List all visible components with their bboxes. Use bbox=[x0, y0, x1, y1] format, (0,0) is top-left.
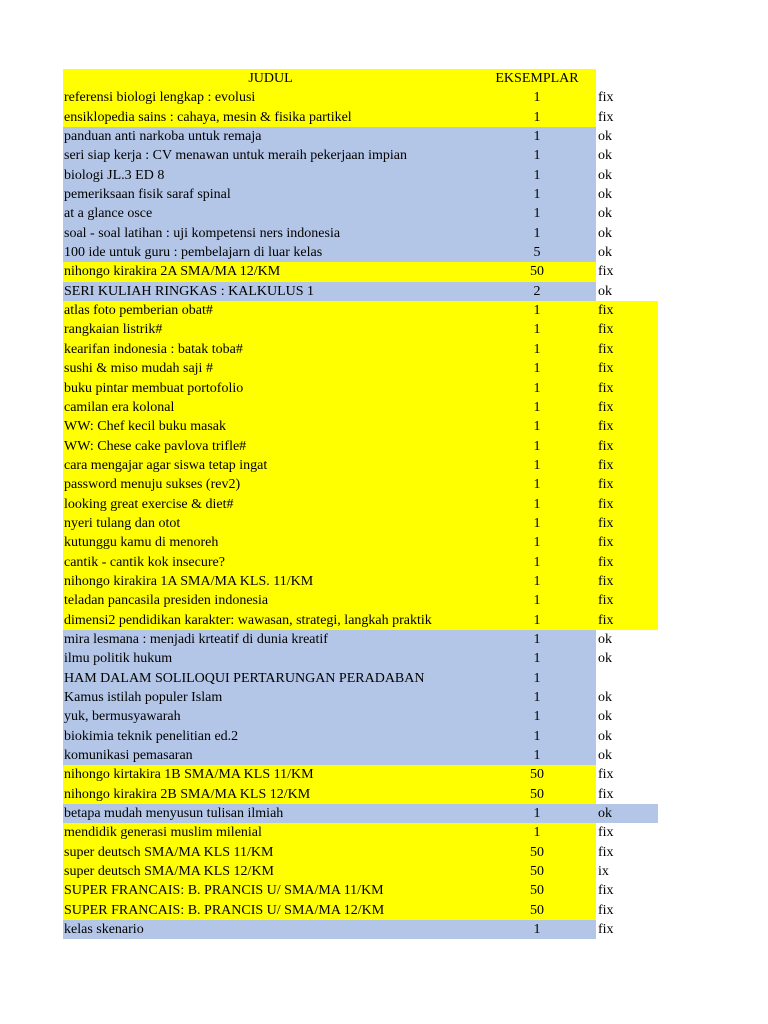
cell-status: ok bbox=[596, 688, 658, 707]
table-row bbox=[63, 456, 658, 475]
cell-status: fix bbox=[596, 572, 658, 591]
cell-judul: WW: Chese cake pavlova trifle# bbox=[63, 437, 478, 456]
cell-judul: sushi & miso mudah saji # bbox=[63, 359, 478, 378]
cell-eksemplar: 1 bbox=[478, 920, 596, 939]
table-row bbox=[63, 881, 658, 900]
cell-status: fix bbox=[596, 495, 658, 514]
cell-eksemplar: 1 bbox=[478, 127, 596, 146]
cell-judul: nyeri tulang dan otot bbox=[63, 514, 478, 533]
cell-status: fix bbox=[596, 359, 658, 378]
cell-status: fix bbox=[596, 843, 658, 862]
header-judul: JUDUL bbox=[63, 69, 478, 88]
table-row bbox=[63, 553, 658, 572]
header-row bbox=[63, 69, 658, 88]
table-row bbox=[63, 398, 658, 417]
table-row bbox=[63, 243, 658, 262]
cell-status: ok bbox=[596, 727, 658, 746]
cell-status: fix bbox=[596, 765, 658, 784]
cell-judul: password menuju sukses (rev2) bbox=[63, 475, 478, 494]
cell-eksemplar: 5 bbox=[478, 243, 596, 262]
table-row bbox=[63, 262, 658, 281]
cell-eksemplar: 50 bbox=[478, 901, 596, 920]
cell-eksemplar: 1 bbox=[478, 475, 596, 494]
cell-judul: kutunggu kamu di menoreh bbox=[63, 533, 478, 552]
cell-status: fix bbox=[596, 437, 658, 456]
cell-eksemplar: 1 bbox=[478, 437, 596, 456]
cell-eksemplar: 1 bbox=[478, 340, 596, 359]
cell-judul: kelas skenario bbox=[63, 920, 478, 939]
table-row bbox=[63, 146, 658, 165]
cell-judul: biokimia teknik penelitian ed.2 bbox=[63, 727, 478, 746]
cell-status: fix bbox=[596, 88, 658, 107]
cell-judul: ensiklopedia sains : cahaya, mesin & fisika partikel bbox=[63, 108, 478, 127]
table-row bbox=[63, 495, 658, 514]
cell-judul: komunikasi pemasaran bbox=[63, 746, 478, 765]
cell-eksemplar: 1 bbox=[478, 166, 596, 185]
table-row bbox=[63, 359, 658, 378]
cell-status: ok bbox=[596, 707, 658, 726]
cell-judul: at a glance osce bbox=[63, 204, 478, 223]
table-row bbox=[63, 823, 658, 842]
cell-status: ok bbox=[596, 204, 658, 223]
cell-eksemplar: 1 bbox=[478, 533, 596, 552]
table-row bbox=[63, 611, 658, 630]
cell-eksemplar: 1 bbox=[478, 495, 596, 514]
cell-judul: cantik - cantik kok insecure? bbox=[63, 553, 478, 572]
cell-eksemplar: 1 bbox=[478, 320, 596, 339]
cell-eksemplar: 1 bbox=[478, 224, 596, 243]
table-row bbox=[63, 785, 658, 804]
cell-judul: teladan pancasila presiden indonesia bbox=[63, 591, 478, 610]
cell-status: ok bbox=[596, 146, 658, 165]
table-row bbox=[63, 669, 658, 688]
cell-judul: soal - soal latihan : uji kompetensi ners indonesia bbox=[63, 224, 478, 243]
cell-status: ok bbox=[596, 127, 658, 146]
cell-judul: looking great exercise & diet# bbox=[63, 495, 478, 514]
cell-judul: mendidik generasi muslim milenial bbox=[63, 823, 478, 842]
cell-eksemplar: 1 bbox=[478, 823, 596, 842]
table-row bbox=[63, 862, 658, 881]
cell-judul: SUPER FRANCAIS: B. PRANCIS U/ SMA/MA 11/KM bbox=[63, 881, 478, 900]
table-row bbox=[63, 804, 658, 823]
cell-judul: cara mengajar agar siswa tetap ingat bbox=[63, 456, 478, 475]
table-row bbox=[63, 127, 658, 146]
cell-status: fix bbox=[596, 823, 658, 842]
table-body bbox=[63, 88, 658, 939]
table-row bbox=[63, 572, 658, 591]
cell-status: fix bbox=[596, 340, 658, 359]
cell-status: fix bbox=[596, 320, 658, 339]
cell-status: fix bbox=[596, 533, 658, 552]
table-row bbox=[63, 108, 658, 127]
cell-judul: seri siap kerja : CV menawan untuk meraih pekerjaan impian bbox=[63, 146, 478, 165]
cell-eksemplar: 1 bbox=[478, 185, 596, 204]
cell-eksemplar: 1 bbox=[478, 417, 596, 436]
cell-eksemplar: 1 bbox=[478, 359, 596, 378]
cell-judul: 100 ide untuk guru : pembelajarn di luar kelas bbox=[63, 243, 478, 262]
cell-eksemplar: 1 bbox=[478, 88, 596, 107]
cell-judul: nihongo kirakira 2A SMA/MA 12/KM bbox=[63, 262, 478, 281]
table-row bbox=[63, 166, 658, 185]
table-row bbox=[63, 437, 658, 456]
table-row bbox=[63, 649, 658, 668]
cell-status: fix bbox=[596, 475, 658, 494]
cell-eksemplar: 2 bbox=[478, 282, 596, 301]
cell-status: fix bbox=[596, 379, 658, 398]
cell-status: ok bbox=[596, 243, 658, 262]
cell-eksemplar: 1 bbox=[478, 379, 596, 398]
table-row bbox=[63, 224, 658, 243]
cell-judul: Kamus istilah populer Islam bbox=[63, 688, 478, 707]
cell-eksemplar: 1 bbox=[478, 804, 596, 823]
table-row bbox=[63, 727, 658, 746]
table-row bbox=[63, 340, 658, 359]
cell-status: fix bbox=[596, 920, 658, 939]
cell-judul: mira lesmana : menjadi krteatif di dunia kreatif bbox=[63, 630, 478, 649]
book-list-table bbox=[63, 69, 658, 939]
cell-eksemplar: 50 bbox=[478, 785, 596, 804]
cell-judul: camilan era kolonal bbox=[63, 398, 478, 417]
table-row bbox=[63, 282, 658, 301]
cell-status: ok bbox=[596, 224, 658, 243]
cell-status: fix bbox=[596, 553, 658, 572]
cell-eksemplar: 1 bbox=[478, 146, 596, 165]
cell-judul: buku pintar membuat portofolio bbox=[63, 379, 478, 398]
cell-judul: nihongo kirtakira 1B SMA/MA KLS 11/KM bbox=[63, 765, 478, 784]
cell-eksemplar: 1 bbox=[478, 688, 596, 707]
table-row bbox=[63, 707, 658, 726]
cell-judul: yuk, bermusyawarah bbox=[63, 707, 478, 726]
cell-judul: HAM DALAM SOLILOQUI PERTARUNGAN PERADABAN bbox=[63, 669, 478, 688]
cell-eksemplar: 1 bbox=[478, 649, 596, 668]
cell-judul: nihongo kirakira 2B SMA/MA KLS 12/KM bbox=[63, 785, 478, 804]
cell-judul: super deutsch SMA/MA KLS 12/KM bbox=[63, 862, 478, 881]
cell-judul: WW: Chef kecil buku masak bbox=[63, 417, 478, 436]
table-row bbox=[63, 417, 658, 436]
table-row bbox=[63, 920, 658, 939]
cell-eksemplar: 1 bbox=[478, 669, 596, 688]
cell-judul: referensi biologi lengkap : evolusi bbox=[63, 88, 478, 107]
cell-eksemplar: 1 bbox=[478, 553, 596, 572]
cell-eksemplar: 1 bbox=[478, 611, 596, 630]
cell-status: ok bbox=[596, 185, 658, 204]
cell-judul: SUPER FRANCAIS: B. PRANCIS U/ SMA/MA 12/KM bbox=[63, 901, 478, 920]
cell-status: ok bbox=[596, 804, 658, 823]
table-row bbox=[63, 688, 658, 707]
table-row bbox=[63, 88, 658, 107]
cell-judul: rangkaian listrik# bbox=[63, 320, 478, 339]
cell-judul: nihongo kirakira 1A SMA/MA KLS. 11/KM bbox=[63, 572, 478, 591]
cell-status: fix bbox=[596, 301, 658, 320]
cell-status: fix bbox=[596, 881, 658, 900]
cell-eksemplar: 1 bbox=[478, 108, 596, 127]
cell-eksemplar: 1 bbox=[478, 572, 596, 591]
cell-judul: dimensi2 pendidikan karakter: wawasan, strategi, langkah praktik bbox=[63, 611, 478, 630]
cell-eksemplar: 1 bbox=[478, 591, 596, 610]
cell-judul: panduan anti narkoba untuk remaja bbox=[63, 127, 478, 146]
table-row bbox=[63, 843, 658, 862]
cell-status: ix bbox=[596, 862, 658, 881]
cell-eksemplar: 1 bbox=[478, 398, 596, 417]
cell-judul: atlas foto pemberian obat# bbox=[63, 301, 478, 320]
cell-status: ok bbox=[596, 630, 658, 649]
cell-judul: kearifan indonesia : batak toba# bbox=[63, 340, 478, 359]
cell-eksemplar: 50 bbox=[478, 262, 596, 281]
cell-judul: betapa mudah menyusun tulisan ilmiah bbox=[63, 804, 478, 823]
table-row bbox=[63, 379, 658, 398]
table-row bbox=[63, 204, 658, 223]
table-row bbox=[63, 901, 658, 920]
cell-judul: super deutsch SMA/MA KLS 11/KM bbox=[63, 843, 478, 862]
cell-status: fix bbox=[596, 417, 658, 436]
table-row bbox=[63, 320, 658, 339]
table-row bbox=[63, 514, 658, 533]
cell-judul: pemeriksaan fisik saraf spinal bbox=[63, 185, 478, 204]
cell-eksemplar: 1 bbox=[478, 707, 596, 726]
cell-eksemplar: 1 bbox=[478, 514, 596, 533]
cell-status: fix bbox=[596, 785, 658, 804]
cell-status: fix bbox=[596, 611, 658, 630]
table-row bbox=[63, 533, 658, 552]
cell-status: ok bbox=[596, 746, 658, 765]
cell-eksemplar: 1 bbox=[478, 204, 596, 223]
cell-status: ok bbox=[596, 282, 658, 301]
cell-eksemplar: 1 bbox=[478, 456, 596, 475]
cell-status: fix bbox=[596, 398, 658, 417]
cell-status: fix bbox=[596, 591, 658, 610]
cell-eksemplar: 1 bbox=[478, 301, 596, 320]
cell-eksemplar: 1 bbox=[478, 630, 596, 649]
cell-eksemplar: 50 bbox=[478, 765, 596, 784]
cell-status: ok bbox=[596, 649, 658, 668]
cell-judul: biologi JL.3 ED 8 bbox=[63, 166, 478, 185]
cell-eksemplar: 50 bbox=[478, 843, 596, 862]
table-row bbox=[63, 591, 658, 610]
cell-judul: SERI KULIAH RINGKAS : KALKULUS 1 bbox=[63, 282, 478, 301]
table-row bbox=[63, 185, 658, 204]
cell-eksemplar: 50 bbox=[478, 881, 596, 900]
table-row bbox=[63, 301, 658, 320]
cell-judul: ilmu politik hukum bbox=[63, 649, 478, 668]
table-row bbox=[63, 475, 658, 494]
cell-eksemplar: 50 bbox=[478, 862, 596, 881]
cell-status: fix bbox=[596, 262, 658, 281]
header-eksemplar: EKSEMPLAR bbox=[478, 69, 596, 88]
cell-status: fix bbox=[596, 108, 658, 127]
cell-eksemplar: 1 bbox=[478, 746, 596, 765]
table-row bbox=[63, 630, 658, 649]
cell-status: fix bbox=[596, 514, 658, 533]
cell-status: fix bbox=[596, 901, 658, 920]
table-row bbox=[63, 765, 658, 784]
cell-status bbox=[596, 669, 658, 688]
cell-status: fix bbox=[596, 456, 658, 475]
cell-status: ok bbox=[596, 166, 658, 185]
table-row bbox=[63, 746, 658, 765]
cell-eksemplar: 1 bbox=[478, 727, 596, 746]
